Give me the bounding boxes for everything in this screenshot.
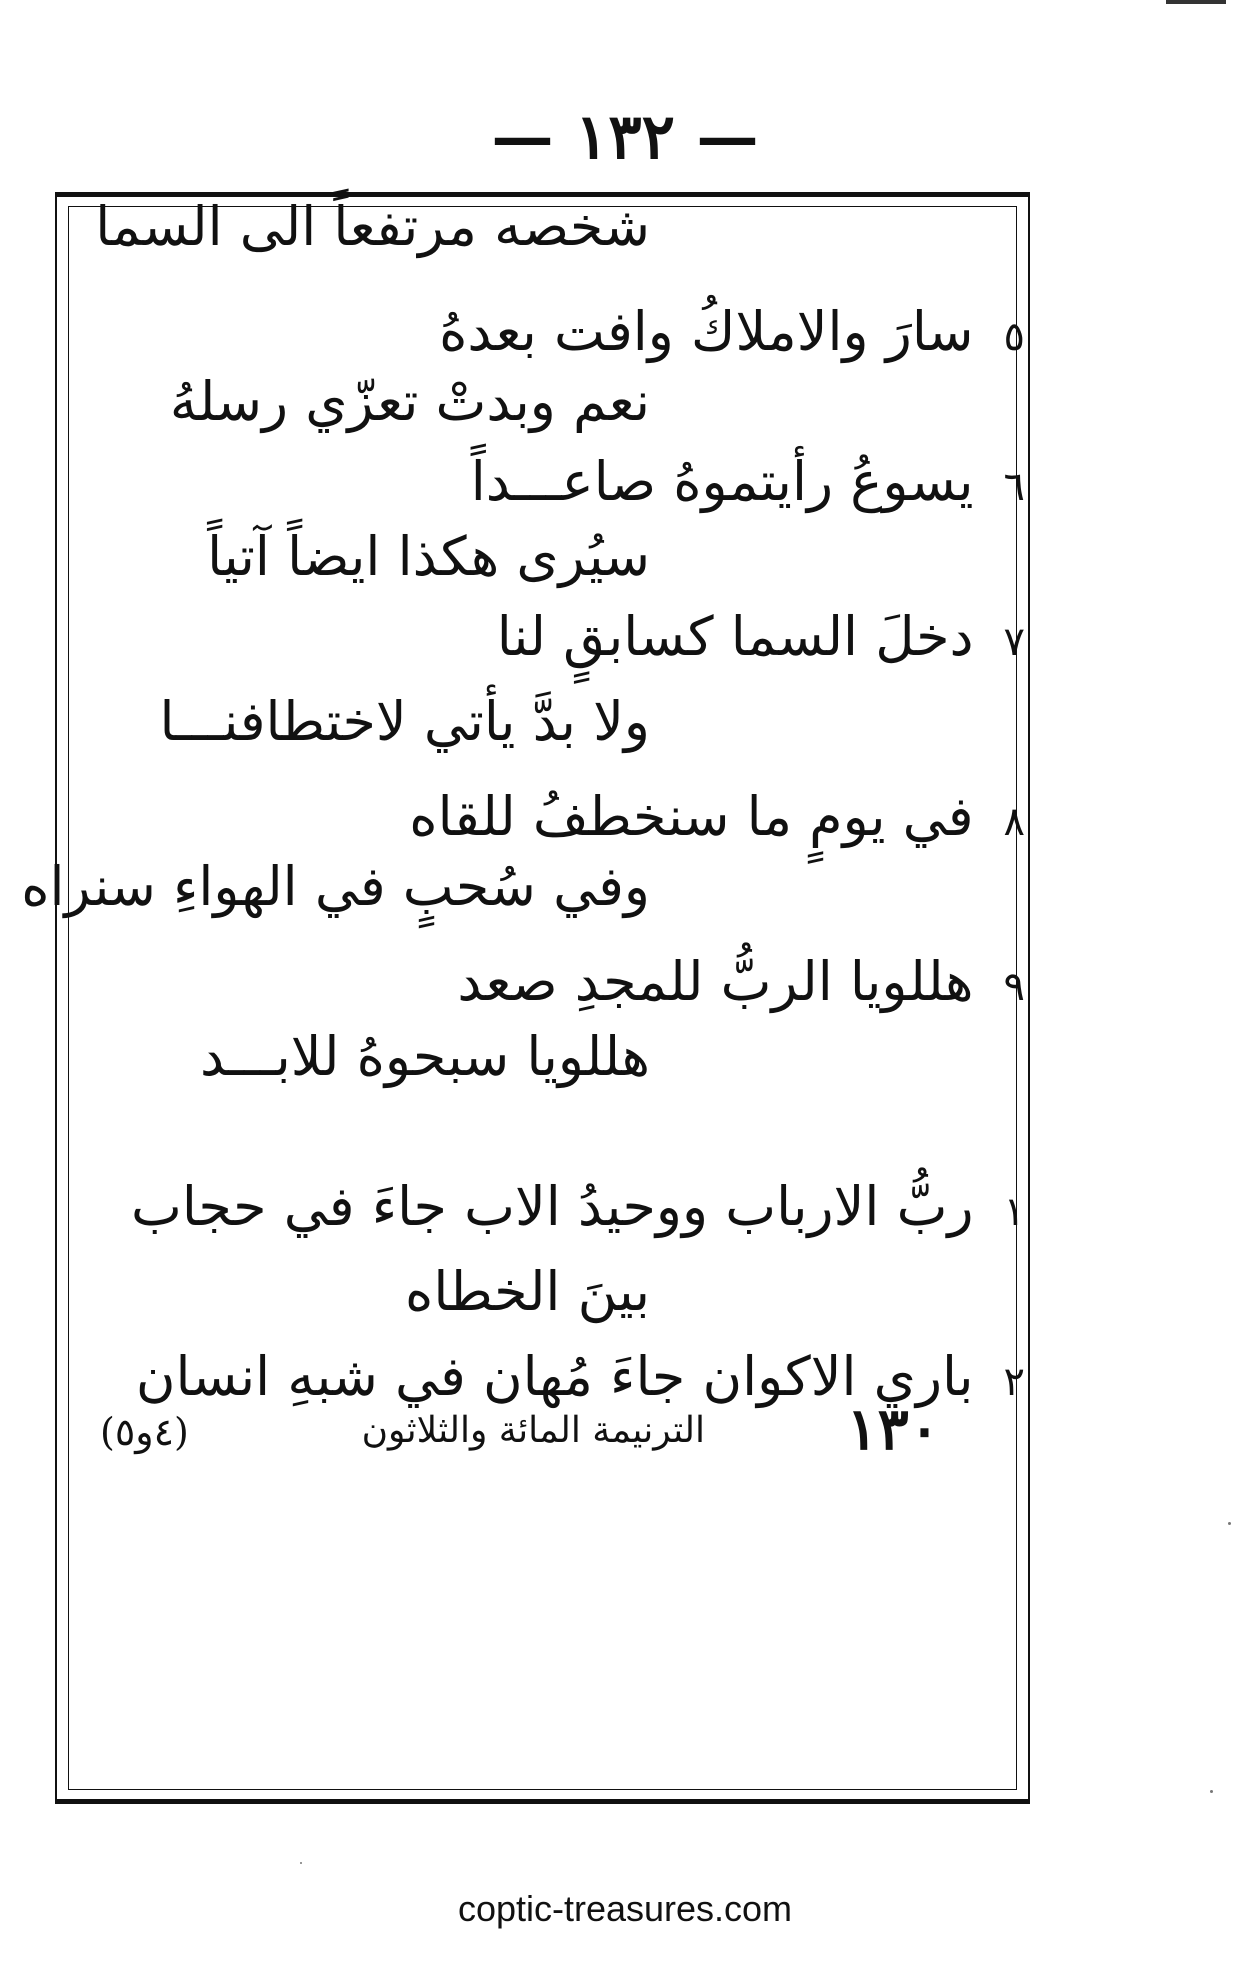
verse-number: ٧ [1003,619,1025,665]
verse-text: سيُرى هكذا ايضاً آتياً [207,525,650,588]
scan-speck [1210,1790,1213,1793]
verse-number: ٢ [1003,1359,1025,1405]
verse-line-8 [409,785,1025,848]
verse-line-6 [496,605,1025,668]
site-footer: coptic-treasures.com [457,1888,793,1929]
scan-speck [300,1862,302,1864]
verse-line-5 [207,525,650,588]
verse-number: ١ [1003,1189,1025,1235]
verse-text: دخلَ السما كسابقٍ لنا [496,605,974,668]
verse-text: شخصه مرتفعاً الى السما [95,195,650,258]
verse-text: سارَ والاملاكُ وافت بعدهُ [439,300,974,363]
verse-text: ربُّ الارباب ووحيدُ الاب جاءَ في حجاب [131,1175,974,1238]
verse-text: في يومٍ ما سنخطفُ للقاه [409,785,974,848]
verse-text: وفي سُحبٍ في الهواءِ سنراه [21,855,650,918]
page-number: — ١٣٢ — [491,100,759,173]
verse-line-2 [439,300,1025,363]
verse-text: هللويا الربُّ للمجدِ صعد [457,950,974,1013]
verse-text: يسوعُ رأيتموهُ صاعـــداً [470,450,974,513]
verse-text: باري الاكوان جاءَ مُهان في شبهِ انسان [135,1345,974,1408]
verse-line-11 [199,1025,650,1088]
scan-speck [1228,1522,1231,1525]
hymn-verse-line-3 [135,1345,1025,1408]
hymn-tune: (٤و٥) [100,1410,189,1454]
verse-line-3 [169,370,650,433]
verse-text: هللويا سبحوهُ للابـــد [199,1025,650,1088]
corner-mark [1166,0,1226,4]
verse-text: نعم وبدتْ تعزّي رسلهُ [169,370,650,433]
verse-line-9 [21,855,650,918]
hymn-verse-line-2 [405,1260,650,1323]
verse-line-4 [470,450,1025,513]
verse-line-10 [457,950,1025,1013]
verse-line-1 [95,195,650,258]
hymn-verse-line-1 [131,1175,1025,1238]
hymn-number: ١٣٠ [846,1395,940,1463]
verse-number: ٩ [1003,964,1025,1010]
verse-number: ٥ [1003,314,1025,360]
hymn-title: الترنيمة المائة والثلاثون [361,1410,705,1451]
verse-number: ٦ [1003,464,1025,510]
verse-text: ولا بدَّ يأتي لاختطافنـــا [159,690,650,753]
verse-text: بينَ الخطاه [405,1260,650,1323]
verse-number: ٨ [1003,799,1025,845]
verse-line-7 [159,690,650,753]
